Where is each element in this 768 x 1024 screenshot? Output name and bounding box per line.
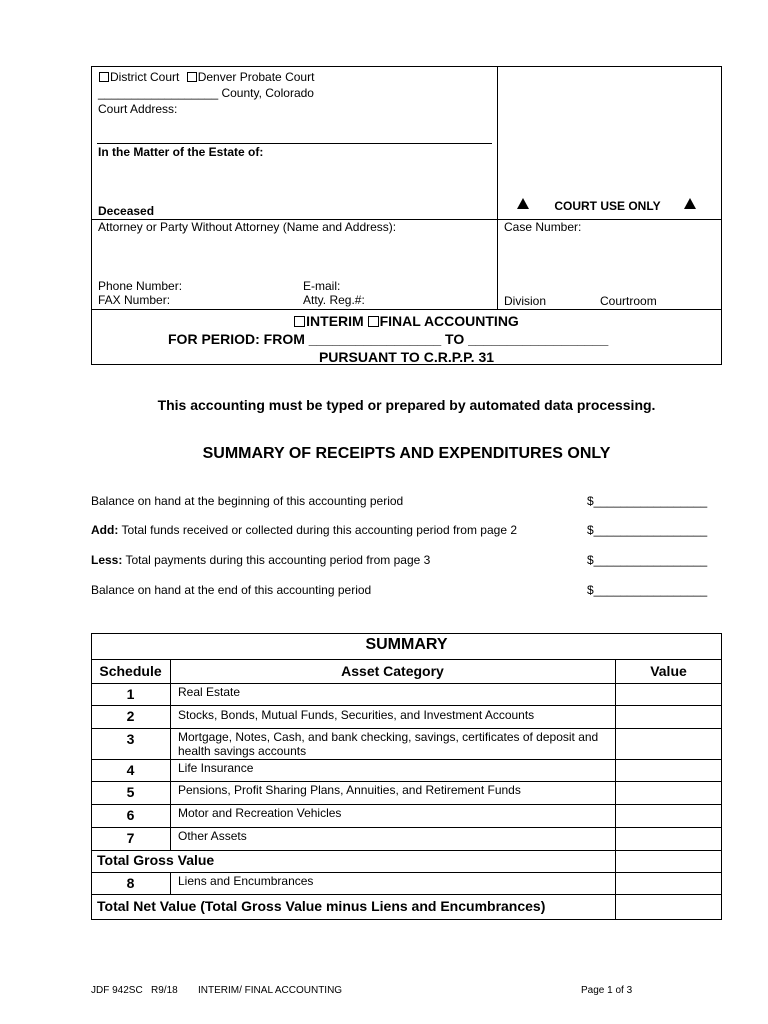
balance-end xyxy=(91,583,371,597)
balance-beginning xyxy=(91,494,403,508)
summary-rule xyxy=(91,659,722,660)
summary-title: SUMMARY xyxy=(365,636,448,653)
court-address-label: Court Address: xyxy=(98,102,178,116)
accounting-type xyxy=(91,313,722,329)
schedule-number: 4 xyxy=(126,762,135,778)
value-cell[interactable] xyxy=(616,873,721,894)
typing-instruction: This accounting must be typed or prepared by automated data processing. xyxy=(157,397,656,413)
balance-beginning-amount[interactable]: $_________________ xyxy=(587,494,708,508)
period-line: FOR PERIOD: FROM _________________ TO __________________ xyxy=(168,331,609,347)
phone-label: Phone Number: xyxy=(98,279,183,293)
schedule-number: 1 xyxy=(126,686,135,702)
value-cell[interactable] xyxy=(616,706,721,728)
attorney-label: Attorney or Party Without Attorney (Name and Address): xyxy=(98,220,397,234)
denver-probate-court-checkbox[interactable] xyxy=(187,72,197,82)
pursuant-line: PURSUANT TO C.R.P.P. 31 xyxy=(318,349,495,365)
final-accounting-label: FINAL ACCOUNTING xyxy=(379,313,519,329)
value-cell[interactable] xyxy=(616,805,721,827)
caption-divider-2 xyxy=(91,309,722,310)
summary-col-rule xyxy=(170,659,171,850)
asset-category: Motor and Recreation Vehicles xyxy=(178,806,342,820)
footer-form-id: JDF 942SC R9/18 xyxy=(91,985,178,996)
footer-form-name: INTERIM/ FINAL ACCOUNTING xyxy=(198,985,343,996)
balance-end-text: Balance on hand at the end of this accounting period xyxy=(91,583,372,597)
header-schedule: Schedule xyxy=(99,663,162,679)
division-label: Division xyxy=(504,294,547,308)
case-number-label: Case Number: xyxy=(504,220,582,234)
value-cell[interactable] xyxy=(616,729,721,759)
header-asset-category: Asset Category xyxy=(341,663,444,679)
court-use-only-label: COURT USE ONLY xyxy=(554,199,661,213)
value-cell[interactable] xyxy=(616,895,721,919)
asset-category: Real Estate xyxy=(178,685,241,699)
district-court-label: District Court xyxy=(110,70,180,84)
header-value: Value xyxy=(650,663,687,679)
final-accounting-checkbox[interactable] xyxy=(368,316,379,327)
balance-less-amount[interactable]: $_________________ xyxy=(587,553,708,567)
caption-divider-vertical xyxy=(497,66,498,310)
balance-add-amount[interactable]: $_________________ xyxy=(587,523,708,537)
section-heading: SUMMARY OF RECEIPTS AND EXPENDITURES ONLY xyxy=(202,445,611,462)
balance-less-text: Total payments during this accounting period from page 3 xyxy=(122,553,431,567)
total-net-value-label: Total Net Value (Total Gross Value minus Liens and Encumbrances) xyxy=(97,898,546,914)
fax-label: FAX Number: xyxy=(98,293,171,307)
up-arrow-icon xyxy=(684,198,696,209)
value-cell[interactable] xyxy=(616,828,721,850)
balance-less-prefix: Less: xyxy=(91,553,123,567)
deceased-label: Deceased xyxy=(98,204,155,218)
footer-page-number: Page 1 of 3 xyxy=(581,985,633,996)
value-cell[interactable] xyxy=(616,684,721,705)
email-label: E-mail: xyxy=(303,279,341,293)
balance-add-text: Total funds received or collected during this accounting period from page 2 xyxy=(118,523,518,537)
schedule-number: 6 xyxy=(126,807,135,823)
balance-add xyxy=(91,523,517,537)
court-options xyxy=(99,70,314,84)
schedule-number: 8 xyxy=(126,875,135,891)
interim-label: INTERIM xyxy=(306,313,364,329)
schedule-number: 2 xyxy=(126,708,135,724)
asset-category: Other Assets xyxy=(178,829,247,843)
value-cell[interactable] xyxy=(616,760,721,781)
asset-category: Pensions, Profit Sharing Plans, Annuities, and Retirement Funds xyxy=(178,783,521,797)
district-court-checkbox[interactable] xyxy=(99,72,109,82)
balance-beginning-text: Balance on hand at the beginning of this accounting period xyxy=(91,494,404,508)
schedule-number: 7 xyxy=(126,830,135,846)
schedule-number: 5 xyxy=(126,784,135,800)
asset-category: Mortgage, Notes, Cash, and bank checking, savings, certificates of deposit and health savings accounts xyxy=(178,730,599,758)
total-gross-value-label: Total Gross Value xyxy=(97,852,215,868)
estate-matter-label: In the Matter of the Estate of: xyxy=(98,145,264,159)
value-cell[interactable] xyxy=(616,851,721,872)
court-address-underline xyxy=(97,143,492,144)
atty-reg-label: Atty. Reg.#: xyxy=(303,293,365,307)
interim-checkbox[interactable] xyxy=(294,316,305,327)
liens-category: Liens and Encumbrances xyxy=(178,874,314,888)
schedule-number: 3 xyxy=(126,731,135,747)
county-line: __________________ County, Colorado xyxy=(98,86,314,100)
balance-add-prefix: Add: xyxy=(91,523,119,537)
asset-category: Stocks, Bonds, Mutual Funds, Securities, and Investment Accounts xyxy=(178,708,535,722)
courtroom-label: Courtroom xyxy=(600,294,657,308)
asset-category: Life Insurance xyxy=(178,761,254,775)
denver-probate-court-label: Denver Probate Court xyxy=(197,70,315,84)
up-arrow-icon xyxy=(517,198,529,209)
court-use-only xyxy=(517,198,696,213)
balance-less xyxy=(91,553,430,567)
summary-col-rule xyxy=(170,872,171,894)
value-cell[interactable] xyxy=(616,782,721,804)
balance-end-amount[interactable]: $_________________ xyxy=(587,583,708,597)
